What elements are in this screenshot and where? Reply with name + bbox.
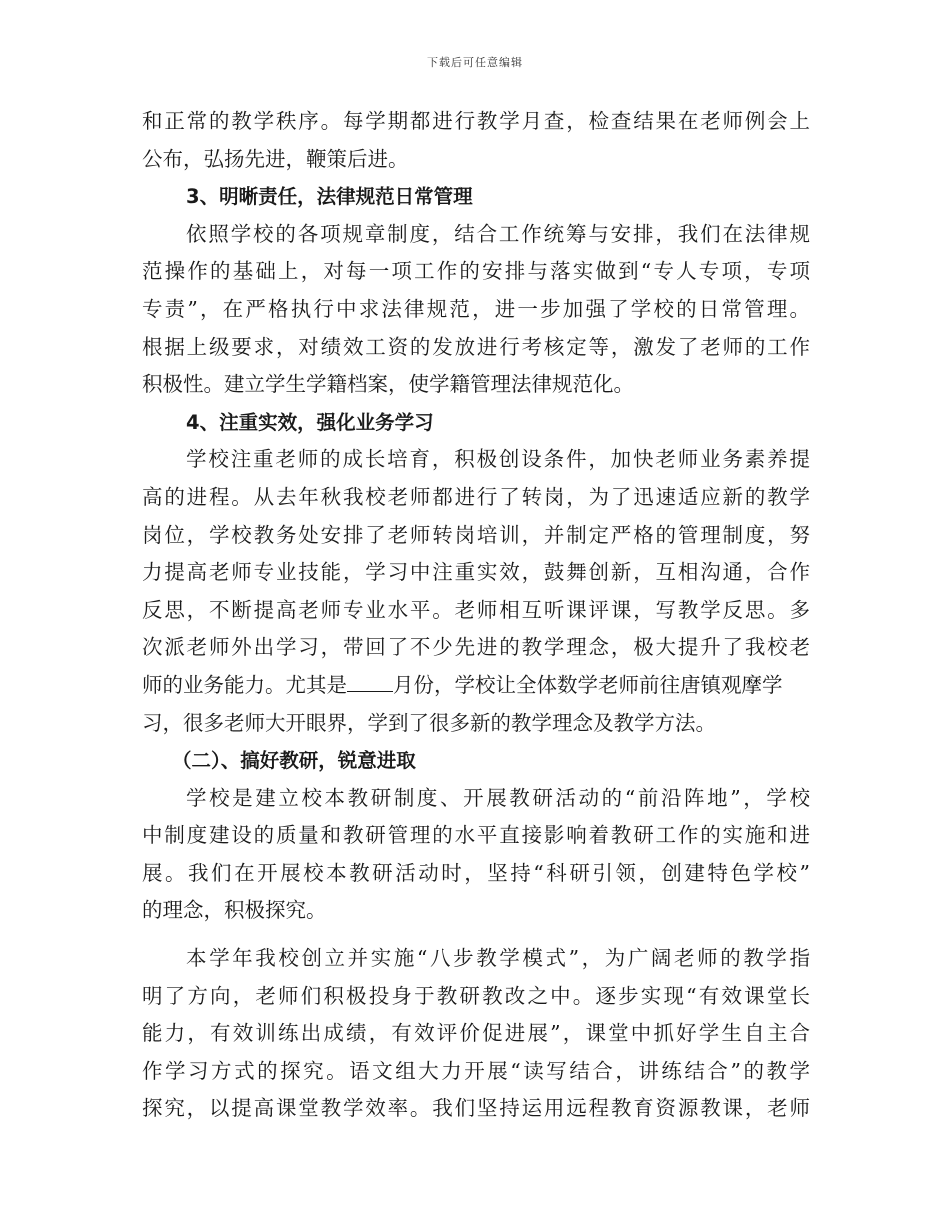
page-header: 下载后可任意编辑 [427,56,523,69]
paragraph-line: 和正常的教学秩序。每学期都进行教学月查，检查结果在老师例会上 [142,109,810,133]
paragraph-line: 公布，弘扬先进，鞭策后进。 [142,146,409,171]
paragraph-line: 范操作的基础上，对每一项工作的安排与落实做到“专人专项，专项 [142,259,810,284]
paragraph-line: 专责”，在严格执行中求法律规范，进一步加强了学校的日常管理。 [142,296,810,321]
paragraph-line: 中制度建设的质量和教研管理的水平直接影响着教研工作的实施和进 [142,823,810,848]
paragraph-line: 习，很多老师大开眼界，学到了很多新的教学理念及教学方法。 [142,710,716,735]
paragraph-line: 本学年我校创立并实施“八步教学模式”，为广阔老师的教学指 [186,946,810,971]
paragraph-line [142,667,810,705]
paragraph-line: 根据上级要求，对绩效工资的发放进行考核定等，激发了老师的工作 [142,334,810,359]
paragraph-line: 次派老师外出学习，带回了不少先进的教学理念，极大提升了我校老 [142,635,810,660]
paragraph-line: 学校注重老师的成长培育，积极创设条件，加快老师业务素养提 [186,447,810,472]
paragraph-line: 的理念，积极探究。 [142,898,327,923]
paragraph-line: 学校是建立校本教研制度、开展教研活动的“前沿阵地”，学校 [186,785,810,810]
paragraph-line: 反思，不断提高老师专业水平。老师相互听课评课，写教学反思。多 [142,597,810,622]
paragraph-line: 探究，以提高课堂教学效率。我们坚持运用远程教育资源教课，老师 [142,1096,810,1121]
paragraph-line: 岗位，学校教务处安排了老师转岗培训，并制定严格的管理制度，努 [142,522,810,547]
section-heading: 3、明晰责任，法律规范日常管理 [186,185,473,209]
paragraph-line: 积极性。建立学生学籍档案，使学籍管理法律规范化。 [142,372,634,397]
section-heading: 4、注重实效，强化业务学习 [186,410,434,434]
paragraph-line: 能力，有效训练出成绩，有效评价促进展”，课堂中抓好学生自主合 [142,1021,810,1046]
line-segment: 月份，学校让全体数学老师前往唐镇观摩学 [393,672,783,697]
line-segment: 师的业务能力。尤其是 [142,672,347,697]
paragraph-line: 作学习方式的探究。语文组大力开展“读写结合，讲练结合”的教学 [142,1058,810,1083]
paragraph-line: 依照学校的各项规章制度，结合工作统筹与安排，我们在法律规 [186,221,810,246]
fill-in-blank [347,671,393,692]
document-body [142,103,810,1128]
paragraph-line: 力提高老师专业技能，学习中注重实效，鼓舞创新，互相沟通，合作 [142,560,810,585]
paragraph-gap [142,930,810,940]
paragraph-line: 明了方向，老师们积极投身于教研教改之中。逐步实现“有效课堂长 [142,983,810,1008]
section-heading: （二）、搞好教研，锐意进取 [172,749,416,773]
paragraph-line: 展。我们在开展校本教研活动时，坚持“科研引领，创建特色学校” [142,860,810,885]
paragraph-line: 高的进程。从去年秋我校老师都进行了转岗，为了迅速适应新的教学 [142,484,810,509]
